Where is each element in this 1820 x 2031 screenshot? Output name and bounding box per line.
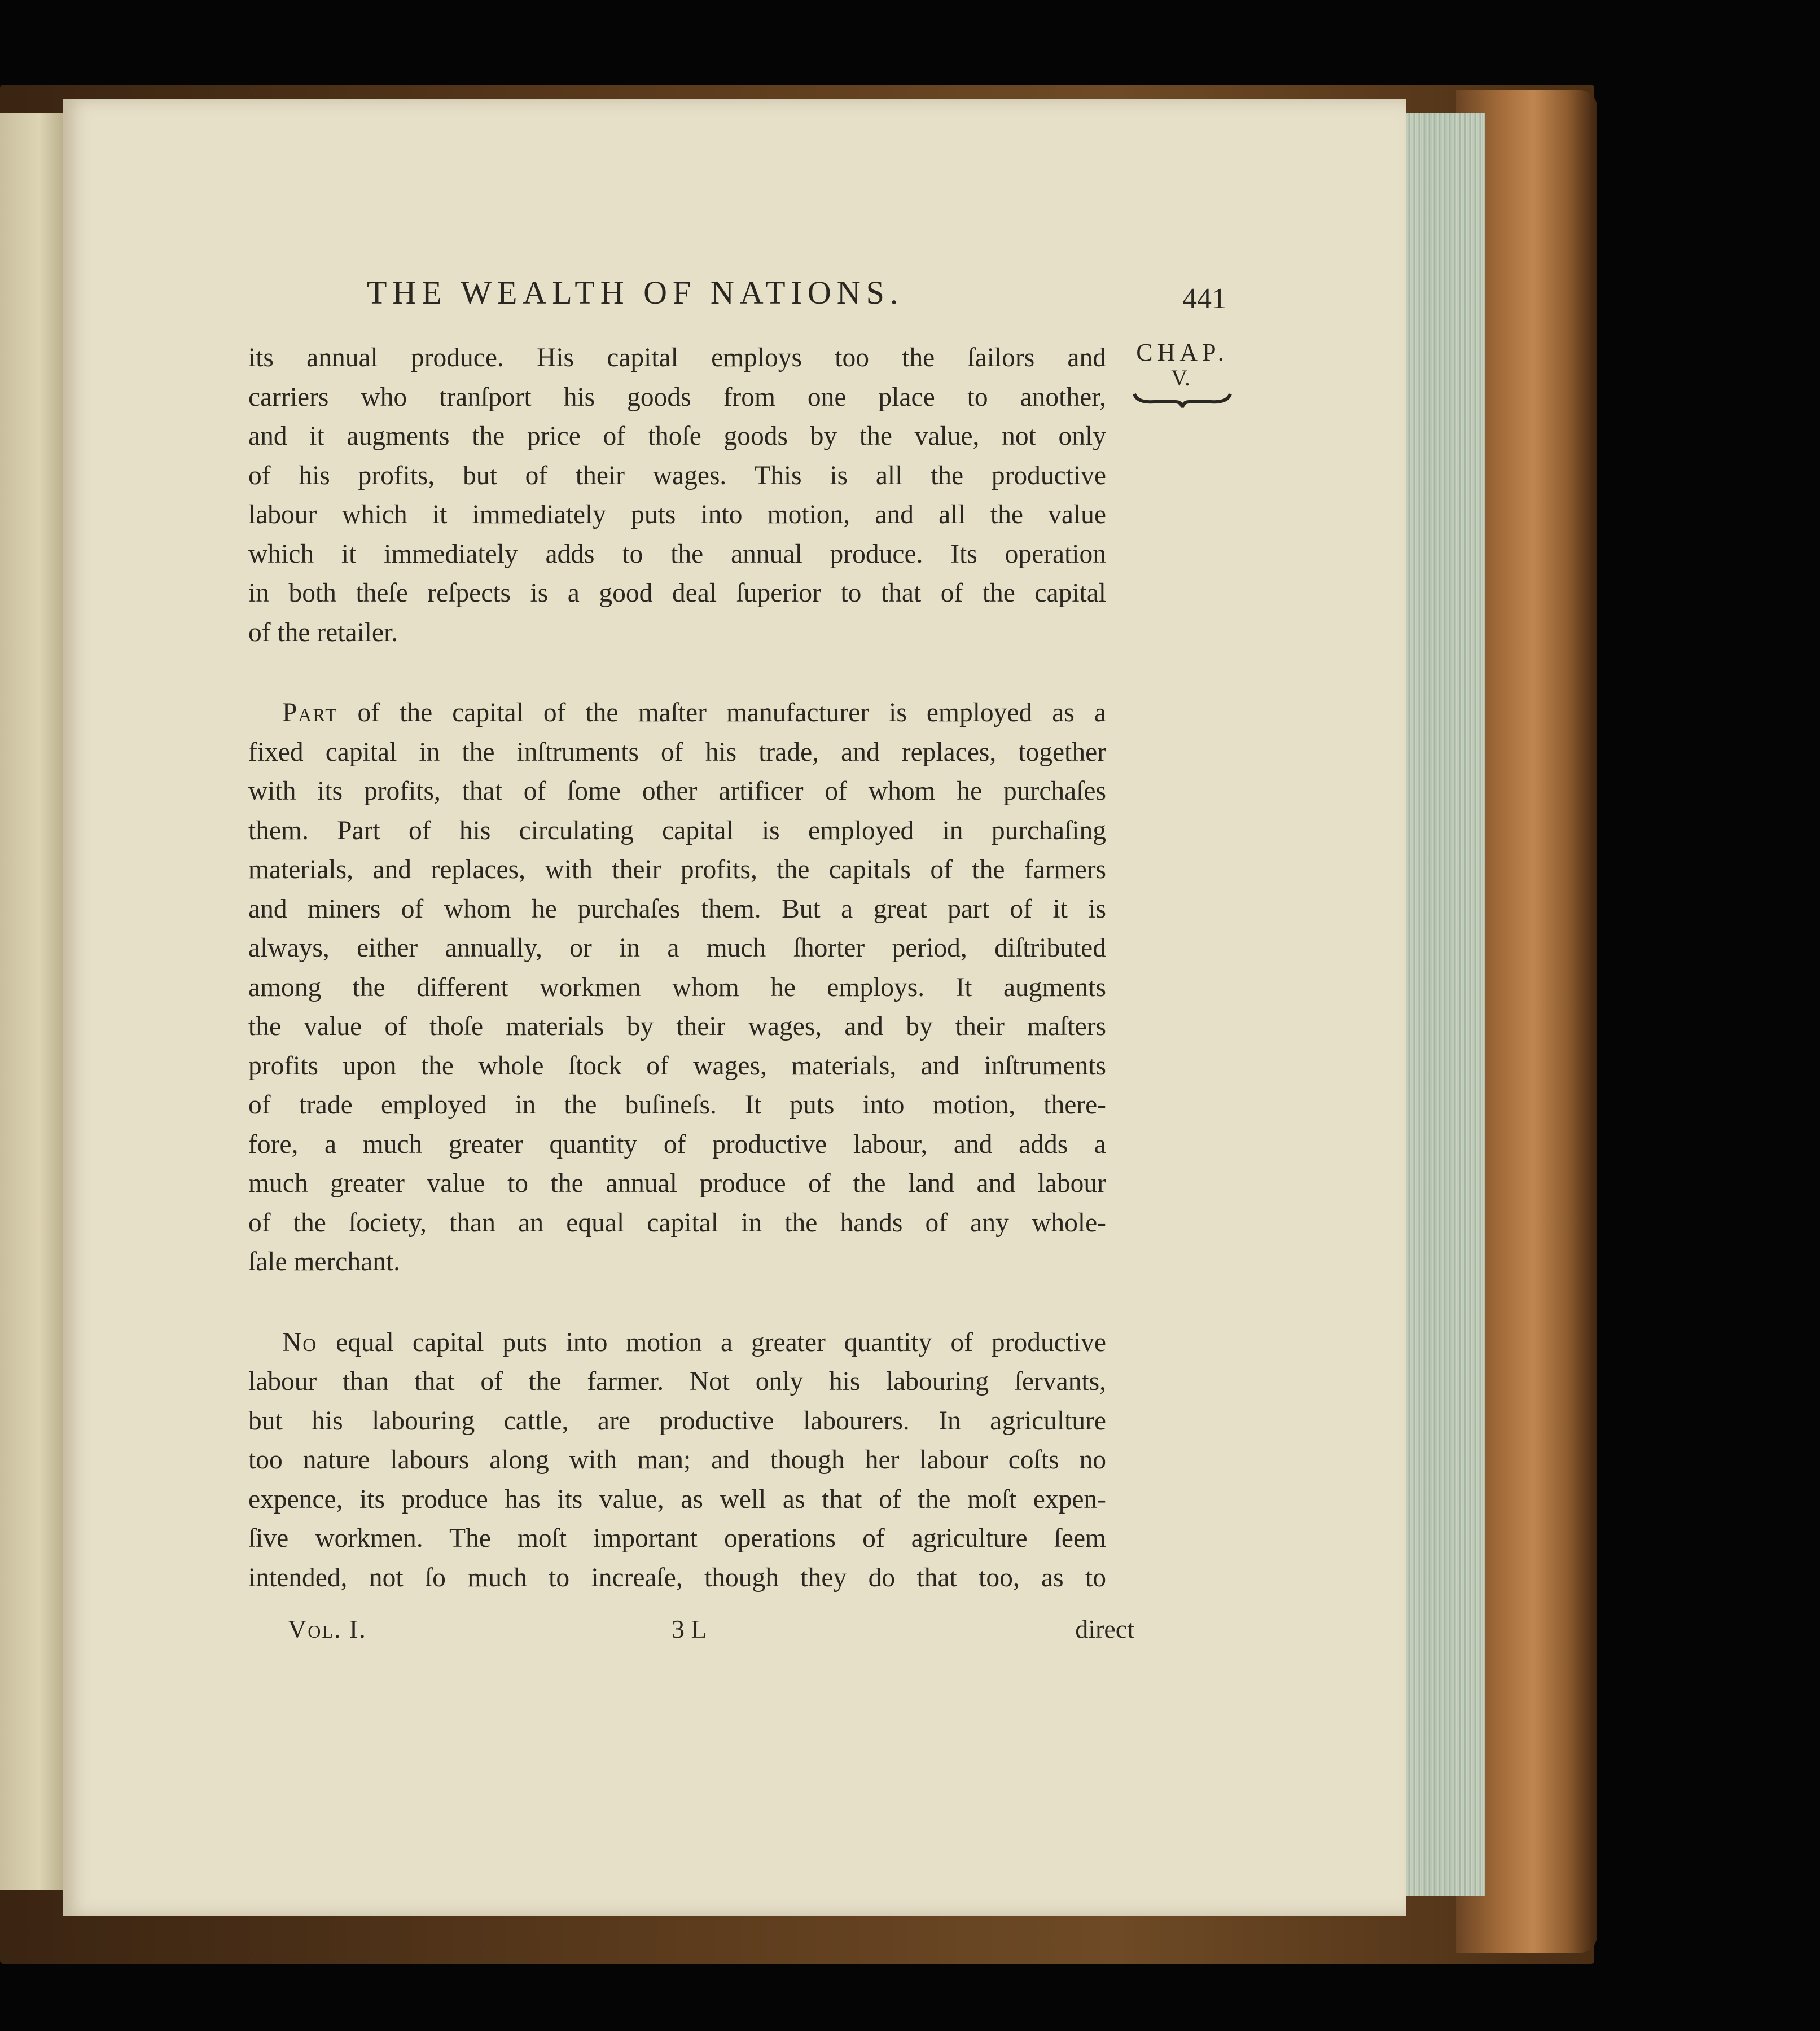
paragraph-lead: No — [282, 1327, 318, 1357]
text-line: of the retailer. — [248, 617, 398, 647]
text-line: them. Part of his circulating capital is employed in purchaſing — [248, 815, 1106, 845]
text-line-rest: of the capital of the maſter manufacturer is employed as a — [357, 698, 1106, 727]
text-line: and it augments the price of thoſe goods by the value, not only — [248, 422, 1106, 451]
text-line: labour which it immediately puts into motion, and all the value — [248, 500, 1106, 529]
text-line: labour than that of the farmer. Not only his labouring ſervants, — [248, 1367, 1106, 1396]
text-line: fixed capital in the inſtruments of his trade, and replaces, together — [248, 737, 1106, 767]
body-text — [248, 339, 1106, 1598]
text-line: always, either annually, or in a much ſhorter period, diſtributed — [248, 933, 1106, 963]
chapter-label: CHAP. — [1136, 339, 1229, 366]
page-block-edges — [1400, 113, 1485, 1896]
text-line: its annual produce. His capital employs too the ſailors and — [248, 343, 1106, 372]
text-line-rest: equal capital puts into motion a greater quantity of productive — [336, 1327, 1107, 1357]
text-line-first — [248, 694, 1106, 733]
catchword: direct — [1075, 1615, 1134, 1643]
text-line: and miners of whom he purchaſes them. But a great part of it is — [248, 894, 1106, 924]
text-line: too nature labours along with man; and though her labour coſts no — [248, 1445, 1106, 1475]
page-footer — [288, 1614, 1134, 1653]
text-line: materials, and replaces, with their profits, the capitals of the farmers — [248, 855, 1106, 884]
paragraph-lead: Part — [282, 698, 338, 727]
text-line: of trade employed in the buſineſs. It puts into motion, there- — [248, 1090, 1106, 1120]
facing-page-edge — [0, 113, 65, 1890]
text-line: expence, its produce has its value, as well as that of the moſt expen- — [248, 1484, 1106, 1514]
chapter-number: V. — [1171, 365, 1190, 391]
text-line: among the different workmen whom he employs. It augments — [248, 972, 1106, 1002]
paragraph-gap — [248, 652, 1106, 694]
text-line: with its profits, that of ſome other artificer of whom he purchaſes — [248, 777, 1106, 806]
text-line: profits upon the whole ſtock of wages, materials, and inſtruments — [248, 1051, 1106, 1081]
text-line: fore, a much greater quantity of productive labour, and adds a — [248, 1129, 1106, 1159]
text-line: of the ſociety, than an equal capital in the hands of any whole- — [248, 1208, 1106, 1238]
volume-label: Vol. I. — [288, 1615, 367, 1643]
text-line: carriers who tranſport his goods from one place to another, — [248, 382, 1106, 412]
text-line: ſale merchant. — [248, 1247, 401, 1276]
text-line: which it immediately adds to the annual produce. Its operation — [248, 539, 1106, 569]
text-line: of his profits, but of their wages. This is all the productive — [248, 460, 1106, 490]
text-line: much greater value to the annual produce of the land and labour — [248, 1169, 1106, 1198]
brace-ornament-icon — [1132, 389, 1233, 410]
signature-mark: 3 L — [672, 1615, 707, 1643]
text-line: intended, not ſo much to increaſe, though they do that too, as to — [248, 1563, 1106, 1593]
running-title: THE WEALTH OF NATIONS. — [367, 274, 904, 311]
text-line: but his labouring cattle, are productive labourers. In agriculture — [248, 1406, 1106, 1436]
chapter-margin-note — [1115, 339, 1250, 423]
text-line: ſive workmen. The moſt important operations of agriculture ſeem — [248, 1524, 1106, 1553]
text-line: in both theſe reſpects is a good deal ſuperior to that of the capital — [248, 578, 1106, 608]
text-line-first — [248, 1323, 1106, 1363]
paragraph-gap — [248, 1282, 1106, 1323]
page-number: 441 — [1182, 283, 1226, 315]
text-line: the value of thoſe materials by their wages, and by their maſters — [248, 1012, 1106, 1041]
